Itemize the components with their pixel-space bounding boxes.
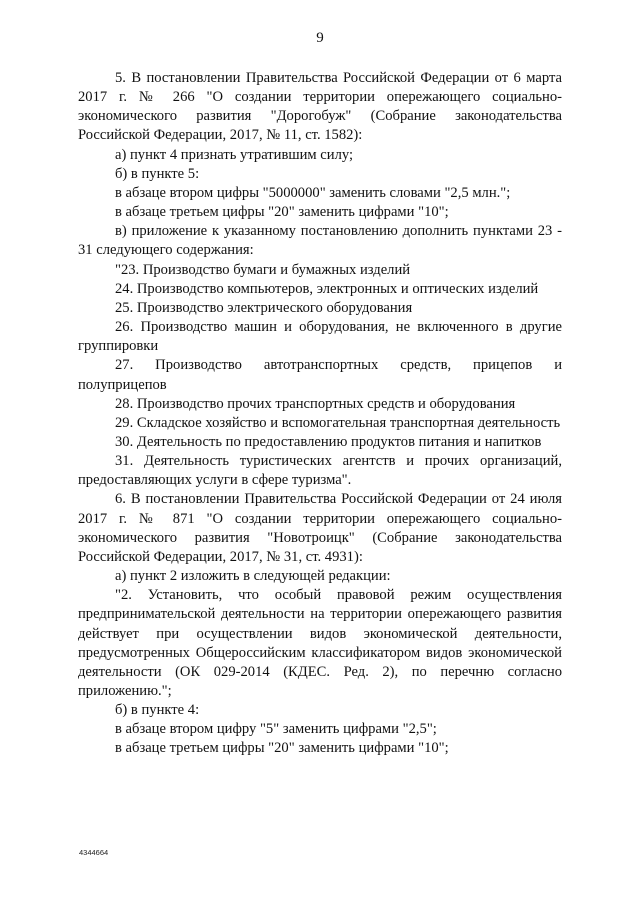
paragraph-subitem-a-2: а) пункт 2 изложить в следующей редакции:	[115, 568, 391, 585]
list-item-29: 29. Складское хозяйство и вспомогательная транспортная деятельность	[115, 414, 561, 431]
paragraph-item-6: 6. В постановлении Правительства Российской Федерации от 24 июля 2017 г. № 871 "О создании территории опережающего социально-экономического развития "Новотроицк" (Собрание законодательства Российской Федерации, 2017, № 31, ст. 4931):	[78, 491, 562, 565]
list-item-28: 28. Производство прочих транспортных средств и оборудования	[115, 395, 516, 412]
document-body	[78, 69, 562, 759]
paragraph-amend-second: в абзаце втором цифры "5000000" заменить словами "2,5 млн.";	[115, 184, 511, 201]
list-item-23: "23. Производство бумаги и бумажных изделий	[115, 261, 411, 278]
page-number: 9	[316, 30, 324, 46]
paragraph-quote-item-2: "2. Установить, что особый правовой режим осуществления предпринимательской деятельности на территории опережающего развития действует при осуществлении видов экономической деятельности, предусмотренных Общероссийским классификатором видов экономической деятельности (ОК 029-2014 (КДЕС. Ред. 2), по перечню согласно приложению.";	[78, 587, 562, 699]
paragraph-item-5: 5. В постановлении Правительства Российской Федерации от 6 марта 2017 г. № 266 "О создании территории опережающего социально-экономического развития "Дорогобуж" (Собрание законодательства Российской Федерации, 2017, № 11, ст. 1582):	[78, 70, 562, 144]
list-item-24: 24. Производство компьютеров, электронных и оптических изделий	[115, 280, 539, 297]
list-item-30: 30. Деятельность по предоставлению продуктов питания и напитков	[115, 433, 542, 450]
list-item-31: 31. Деятельность туристических агентств и прочих организаций, предоставляющих услуги в сфере туризма".	[78, 453, 562, 489]
paragraph-amend-third-2: в абзаце третьем цифры "20" заменить цифрами "10";	[115, 740, 449, 757]
list-item-27: 27. Производство автотранспортных средств, прицепов и полуприцепов	[78, 357, 562, 393]
paragraph-subitem-b-2: б) в пункте 4:	[115, 702, 200, 719]
paragraph-amend-third: в абзаце третьем цифры "20" заменить цифрами "10";	[115, 204, 449, 221]
paragraph-subitem-b: б) в пункте 5:	[115, 165, 200, 182]
paragraph-subitem-a: а) пункт 4 признать утратившим силу;	[115, 146, 354, 163]
list-item-25: 25. Производство электрического оборудования	[115, 299, 413, 316]
list-item-26: 26. Производство машин и оборудования, не включенного в другие группировки	[78, 319, 562, 355]
paragraph-subitem-v: в) приложение к указанному постановлению дополнить пунктами 23 - 31 следующего содержания:	[78, 223, 562, 259]
document-code: 4344664	[79, 848, 109, 857]
paragraph-amend-second-2: в абзаце втором цифру "5" заменить цифрами "2,5";	[115, 721, 437, 738]
